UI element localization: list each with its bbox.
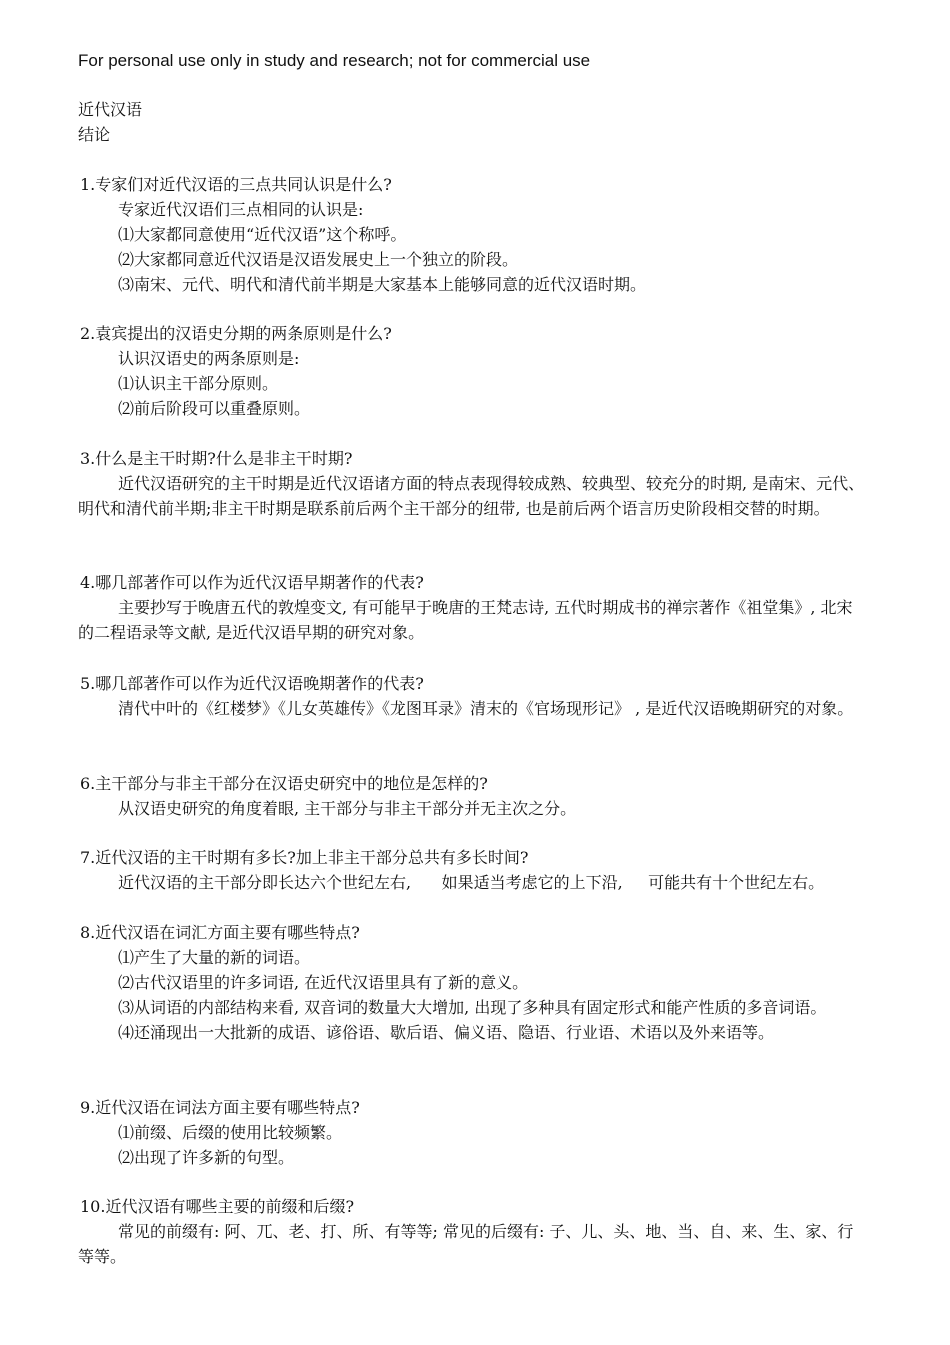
question: 9.近代汉语在词法方面主要有哪些特点? (80, 1098, 360, 1117)
answer-line: ⑶南宋、元代、明代和清代前半期是大家基本上能够同意的近代汉语时期。 (118, 275, 647, 294)
qa-item-9 (78, 1095, 896, 1170)
qa-item-5 (78, 671, 896, 721)
answer-line: ⑴认识主干部分原则。 (118, 374, 279, 393)
answer-line: 专家近代汉语们三点相同的认识是: (118, 200, 364, 219)
qa-item-8 (78, 920, 896, 1045)
answer-line: 认识汉语史的两条原则是: (118, 349, 300, 368)
answer-paragraph: ⑶从词语的内部结构来看, 双音词的数量大大增加, 出现了多种具有固定形式和能产性质的多音词语。 (118, 998, 827, 1017)
qa-item-4 (78, 570, 896, 645)
question: 2.袁宾提出的汉语史分期的两条原则是什么? (80, 324, 392, 343)
qa-item-3 (78, 446, 896, 521)
question: 7.近代汉语的主干时期有多长?加上非主干部分总共有多长时间? (80, 848, 529, 867)
answer-line: ⑴大家都同意使用“近代汉语”这个称呼。 (118, 225, 407, 244)
answer-line: ⑷还涌现出一大批新的成语、谚俗语、歇后语、偏义语、隐语、行业语、术语以及外来语等。 (118, 1023, 775, 1042)
question: 3.什么是主干时期?什么是非主干时期? (80, 449, 353, 468)
answer-line: ⑵大家都同意近代汉语是汉语发展史上一个独立的阶段。 (118, 250, 519, 269)
answer-paragraph: 近代汉语研究的主干时期是近代汉语诸方面的特点表现得较成熟、较典型、较充分的时期, 是南宋、元代、明代和清代前半期;非主干时期是联系前后两个主干部分的纽带, 也是前后两个语言历史阶段相交替的时期。 (78, 474, 865, 518)
answer-line: ⑵古代汉语里的许多词语, 在近代汉语里具有了新的意义。 (118, 973, 529, 992)
answer-paragraph: 常见的前缀有: 阿、兀、老、打、所、有等等; 常见的后缀有: 子、儿、头、地、当、自、来、生、家、行等等。 (78, 1222, 854, 1266)
qa-item-10 (78, 1194, 896, 1269)
question: 4.哪几部著作可以作为近代汉语早期著作的代表? (80, 573, 424, 592)
answer-paragraph: 近代汉语的主干部分即长达六个世纪左右, 如果适当考虑它的上下沿, 可能共有十个世纪左右。 (118, 873, 825, 892)
answer-paragraph: 从汉语史研究的角度着眼, 主干部分与非主干部分并无主次之分。 (118, 799, 577, 818)
qa-item-7 (78, 845, 896, 895)
qa-item-1 (78, 172, 896, 297)
question: 10.近代汉语有哪些主要的前缀和后缀? (80, 1197, 355, 1216)
answer-line: ⑵出现了许多新的句型。 (118, 1148, 295, 1167)
question: 8.近代汉语在词汇方面主要有哪些特点? (80, 923, 360, 942)
qa-item-6 (78, 771, 896, 821)
answer-line: ⑴前缀、后缀的使用比较频繁。 (118, 1123, 343, 1142)
question: 5.哪几部著作可以作为近代汉语晚期著作的代表? (80, 674, 424, 693)
document-title: 近代汉语 (78, 100, 143, 119)
answer-paragraph: 主要抄写于晚唐五代的敦煌变文, 有可能早于晚唐的王梵志诗, 五代时期成书的禅宗著作《祖堂集》, 北宋的二程语录等文献, 是近代汉语早期的研究对象。 (78, 598, 853, 642)
answer-line: ⑵前后阶段可以重叠原则。 (118, 399, 311, 418)
document-subtitle: 结论 (78, 125, 111, 144)
usage-disclaimer: For personal use only in study and research; not for commercial use (78, 51, 591, 70)
question: 1.专家们对近代汉语的三点共同认识是什么? (80, 175, 392, 194)
answer-line: ⑴产生了大量的新的词语。 (118, 948, 311, 967)
answer-paragraph: 清代中叶的《红楼梦》《儿女英雄传》《龙图耳录》清末的《官场现形记》 , 是近代汉语晚期研究的对象。 (118, 699, 854, 718)
qa-item-2 (78, 321, 896, 421)
question: 6.主干部分与非主干部分在汉语史研究中的地位是怎样的? (80, 774, 488, 793)
